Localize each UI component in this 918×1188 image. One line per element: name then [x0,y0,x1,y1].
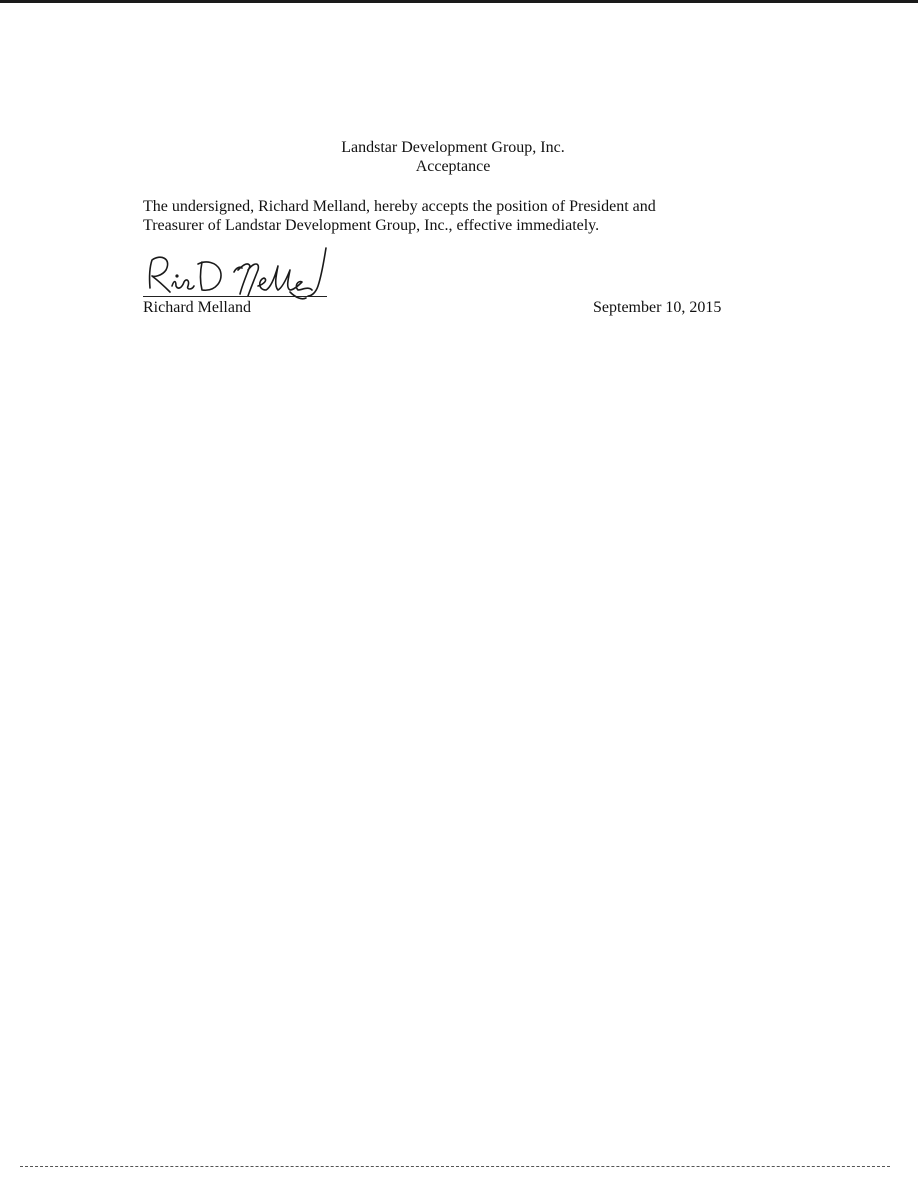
statement-line-2: Treasurer of Landstar Development Group, Inc., effective immediately. [143,217,600,234]
document-header [0,138,906,176]
signature-date: September 10, 2015 [593,299,722,316]
signer-name: Richard Melland [143,299,251,316]
statement-line-1: The undersigned, Richard Melland, hereby accepts the position of President and [143,198,656,215]
document-title: Acceptance [415,158,491,175]
page-bottom-rule [20,1166,890,1167]
page-top-edge [0,0,918,3]
company-name: Landstar Development Group, Inc. [341,139,565,156]
acceptance-statement [143,197,783,235]
signature-line [143,296,327,297]
